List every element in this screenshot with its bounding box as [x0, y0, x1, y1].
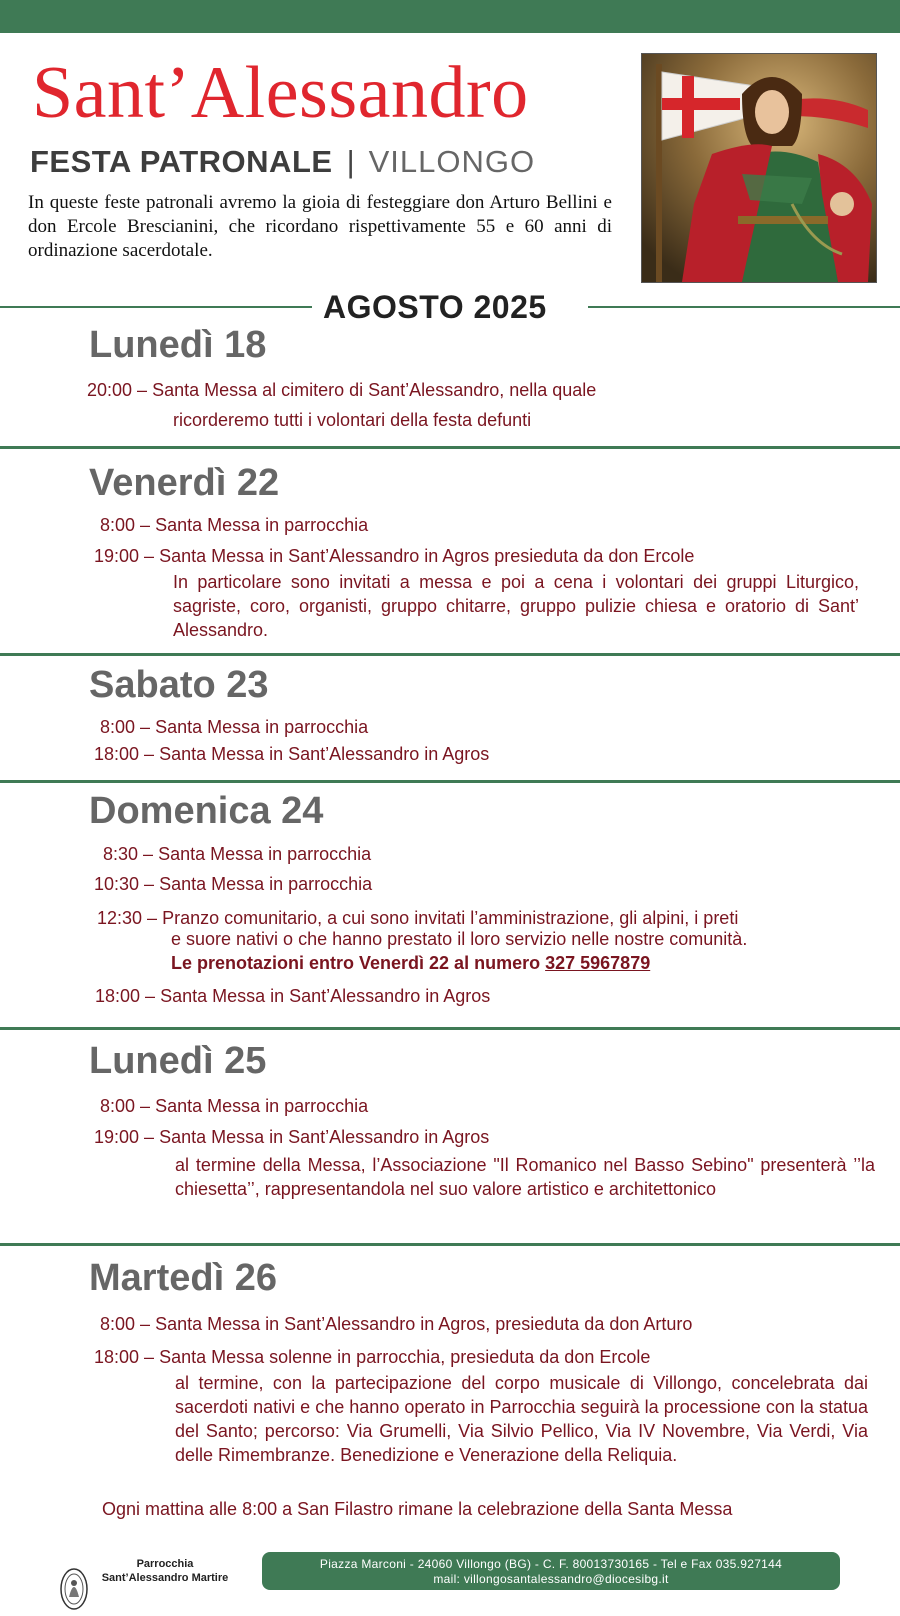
intro-text: In queste feste patronali avremo la gioia di festeggiare don Arturo Bellini e don Ercole Brescianini, che ricordano rispettivamente 55 e 60 anni di ordinazione sacerdotale.: [28, 192, 612, 261]
event-desc: al termine della Messa, l’Associazione "Il Romanico nel Basso Sebino" presenterà ’’la chiesetta’’, rappresentandola nel suo valore artistico e architettonico: [175, 1155, 875, 1199]
event-time: 18:00: [94, 744, 140, 764]
day-heading-tue26: Martedì 26: [89, 1257, 277, 1299]
contact-address: Piazza Marconi - 24060 Villongo (BG) - C. F. 80013730165 - Tel e Fax 035.927144: [319, 1557, 783, 1571]
event-time: 18:00: [94, 1347, 140, 1367]
event-desc: In particolare sono invitati a messa e poi a cena i volontari dei gruppi Liturgico, sagriste, coro, organisti, gruppo chitarre, gruppo pulizie chiesa e oratorio di Sant’ Alessandro.: [173, 572, 859, 640]
event-time: 8:00: [100, 1314, 136, 1334]
event-text: Santa Messa in parrocchia: [155, 717, 369, 737]
event-text: Santa Messa in parrocchia: [159, 874, 373, 894]
month-header: [0, 290, 900, 324]
event-time: 8:00: [100, 1096, 136, 1116]
event-text: Santa Messa in Sant’Alessandro in Agros: [159, 1127, 490, 1147]
event-text: Santa Messa al cimitero di Sant’Alessandro, nella quale: [152, 380, 597, 400]
event-row: 18:00 – Santa Messa in Sant’Alessandro in Agros: [94, 744, 490, 764]
event-row: 8:30 – Santa Messa in parrocchia: [103, 844, 372, 864]
event-text: Santa Messa in Sant’Alessandro in Agros: [160, 986, 491, 1006]
event-row: 8:00 – Santa Messa in Sant’Alessandro in Agros, presieduta da don Arturo: [100, 1314, 693, 1334]
subtitle-town: VILLONGO: [368, 144, 536, 179]
event-time: 8:00: [100, 717, 136, 737]
event-row: 12:30 – Pranzo comunitario, a cui sono invitati l’amministrazione, gli alpini, i preti: [97, 908, 739, 928]
day-heading-mon18: Lunedì 18: [89, 324, 267, 366]
parish-name: [90, 1557, 240, 1585]
event-text: Santa Messa in Sant’Alessandro in Agros: [159, 744, 490, 764]
event-row: 8:00 – Santa Messa in parrocchia: [100, 717, 369, 737]
event-time: 20:00: [87, 380, 133, 400]
contact-email-link[interactable]: mail: villongosantalessandro@diocesibg.it: [433, 1572, 669, 1586]
event-time: 19:00: [94, 1127, 140, 1147]
top-green-bar: [0, 0, 900, 33]
parish-line1: Parrocchia: [136, 1558, 194, 1570]
event-time: 12:30: [97, 908, 143, 928]
event-row: 10:30 – Santa Messa in parrocchia: [94, 874, 373, 894]
event-time: 19:00: [94, 546, 140, 566]
event-desc: al termine, con la partecipazione del corpo musicale di Villongo, concelebrata dai sacerdoti nativi e che hanno operato in Parrocchia seguirà la processione con la statua del Santo; percorso: Via Grumelli, Via Silvio Pellico, Via IV Novembre, Via Verdi, Via delle Rimembranze. Benedizione e Venerazione della Reliquia.: [175, 1373, 868, 1465]
section-divider: [0, 653, 900, 656]
month-title: AGOSTO 2025: [323, 289, 547, 325]
section-divider: [0, 446, 900, 449]
parish-line2: Sant’Alessandro Martire: [101, 1572, 229, 1584]
day-heading-sun24: Domenica 24: [89, 790, 324, 832]
month-rule-right: [588, 306, 900, 308]
event-time: 10:30: [94, 874, 140, 894]
page-title: Sant’Alessandro: [32, 52, 529, 134]
contact-box: [262, 1552, 840, 1590]
event-desc: e suore nativi o che hanno prestato il loro servizio nelle nostre comunità.: [171, 929, 748, 949]
daily-mass-note: Ogni mattina alle 8:00 a San Filastro rimane la celebrazione della Santa Messa: [102, 1499, 733, 1519]
event-time: 8:30: [103, 844, 139, 864]
event-text: Santa Messa in parrocchia: [155, 515, 369, 535]
event-row: 19:00 – Santa Messa in Sant’Alessandro in Agros: [94, 1127, 490, 1147]
parish-seal-icon: [59, 1567, 89, 1611]
event-time: 8:00: [100, 515, 136, 535]
event-time: 18:00: [95, 986, 141, 1006]
event-text: Santa Messa in Sant’Alessandro in Agros presieduta da don Ercole: [159, 546, 695, 566]
day-heading-sat23: Sabato 23: [89, 664, 269, 706]
event-row: 18:00 – Santa Messa solenne in parrocchia, presieduta da don Ercole: [94, 1347, 651, 1367]
subtitle-festa: FESTA PATRONALE: [30, 144, 333, 179]
month-rule-left: [0, 306, 312, 308]
event-text: Santa Messa solenne in parrocchia, presieduta da don Ercole: [159, 1347, 651, 1367]
section-divider: [0, 1027, 900, 1030]
event-row: 18:00 – Santa Messa in Sant’Alessandro in Agros: [95, 986, 491, 1006]
subtitle-separator: |: [346, 144, 355, 179]
event-text: Pranzo comunitario, a cui sono invitati l’amministrazione, gli alpini, i preti: [162, 908, 739, 928]
event-row: 19:00 – Santa Messa in Sant’Alessandro in Agros presieduta da don Ercole: [94, 546, 695, 566]
booking-line: [171, 952, 650, 974]
event-text: Santa Messa in Sant’Alessandro in Agros, presieduta da don Arturo: [155, 1314, 693, 1334]
day-heading-mon25: Lunedì 25: [89, 1040, 267, 1082]
subtitle: [30, 146, 535, 177]
booking-phone-link[interactable]: 327 5967879: [545, 953, 651, 973]
day-heading-fri22: Venerdì 22: [89, 462, 280, 504]
section-divider: [0, 1243, 900, 1246]
section-divider: [0, 780, 900, 783]
booking-text: Le prenotazioni entro Venerdì 22 al numero: [171, 953, 541, 973]
event-text: Santa Messa in parrocchia: [158, 844, 372, 864]
event-row: 8:00 – Santa Messa in parrocchia: [100, 1096, 369, 1116]
saint-alessandro-painting-icon: [641, 53, 877, 283]
event-text: Santa Messa in parrocchia: [155, 1096, 369, 1116]
event-desc: ricorderemo tutti i volontari della festa defunti: [173, 410, 532, 430]
event-row: 8:00 – Santa Messa in parrocchia: [100, 515, 369, 535]
event-row: 20:00 – Santa Messa al cimitero di Sant’Alessandro, nella quale: [87, 380, 597, 400]
